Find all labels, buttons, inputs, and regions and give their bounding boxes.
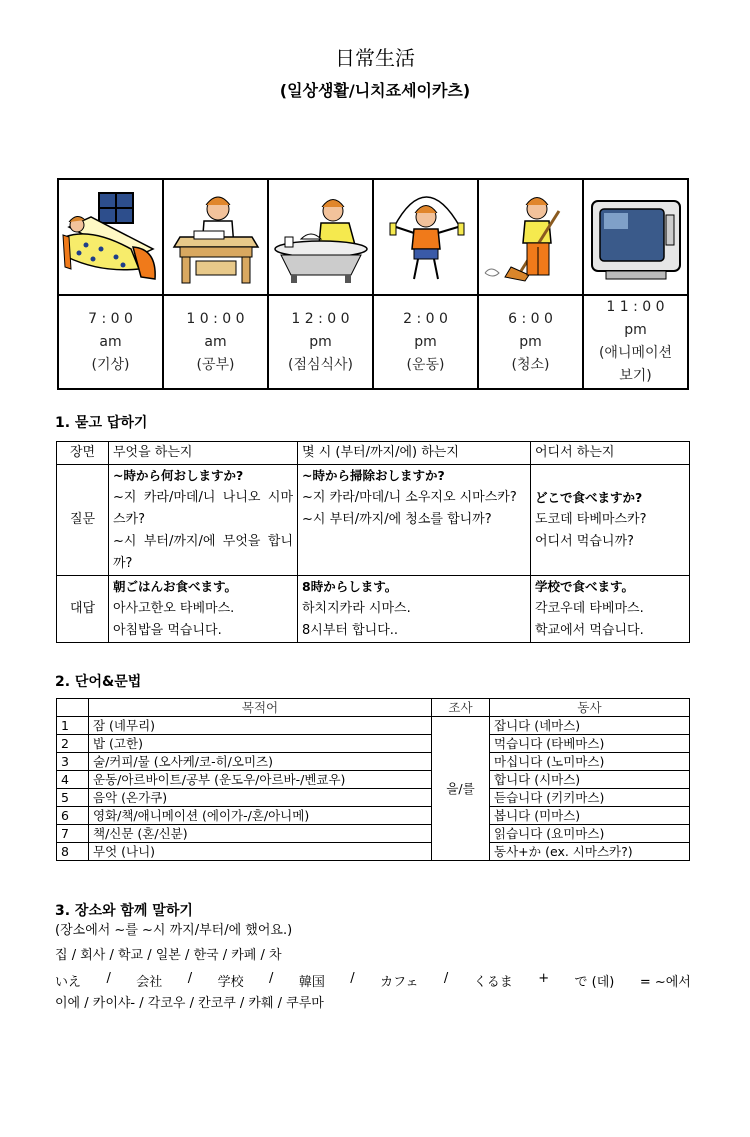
vocab-header-object: 목적어: [89, 699, 432, 717]
schedule-activity-line2: 보기): [619, 368, 652, 384]
qa-header-when: 몇 시 (부터/까지/에) 하는지: [298, 442, 531, 465]
section1-heading: 1. 묻고 답하기: [55, 415, 148, 431]
section3-heading: 3. 장소와 함께 말하기: [55, 903, 193, 919]
section3-places-korean: 집 / 회사 / 학교 / 일본 / 한국 / 카페 / 차: [55, 948, 282, 963]
schedule-time-cell: [478, 295, 583, 389]
schedule-picture-cell: [373, 179, 478, 295]
schedule-ampm: pm: [519, 333, 542, 350]
table-row: [57, 735, 690, 753]
schedule-time-cell: [373, 295, 478, 389]
place-jp: いえ: [55, 975, 82, 990]
question-korean: ~시 부터/까지/에 무엇을 합니까?: [113, 534, 293, 571]
schedule-time: 2 : 0 0: [403, 310, 448, 327]
answer-korean: 아침밥을 먹습니다.: [113, 623, 222, 638]
answer-reading: 아사고한오 타베마스.: [113, 601, 235, 616]
table-row: [57, 825, 690, 843]
question-when-cell: [298, 465, 531, 576]
separator: /: [350, 971, 355, 986]
daily-schedule-table: [57, 178, 689, 390]
separator: /: [106, 971, 111, 986]
answer-what-cell: [109, 576, 298, 643]
schedule-picture-cell: [268, 179, 373, 295]
row-verb: 봅니다 (미마스): [490, 807, 690, 825]
schedule-picture-cell: [58, 179, 163, 295]
question-reading: ~지 카라/마데/니 소우지오 시마스카?: [302, 490, 517, 505]
studying-at-desk-icon: [166, 187, 266, 287]
place-jp: 会社: [136, 975, 163, 990]
vocab-header-verb: 동사: [490, 699, 690, 717]
schedule-ampm: am: [204, 333, 227, 350]
sweeping-broom-icon: [481, 187, 581, 287]
television-icon: [586, 187, 686, 287]
answer-reading: 각코우데 타베마스.: [535, 601, 644, 616]
section3-places-reading: 이에 / 카이샤- / 각코우 / 칸코쿠 / 카훼 / 쿠루마: [55, 996, 324, 1011]
row-object: 밥 (고한): [89, 735, 432, 753]
schedule-ampm: pm: [624, 322, 647, 338]
vocab-header-number: [57, 699, 89, 717]
row-object: 잠 (네무리): [89, 717, 432, 735]
table-row: [57, 717, 690, 735]
question-what-cell: [109, 465, 298, 576]
schedule-activity: (기상): [91, 356, 130, 373]
schedule-activity: (점심식사): [287, 356, 354, 373]
row-number: 1: [57, 717, 89, 735]
schedule-activity: (애니메이션: [598, 345, 673, 361]
schedule-time-cell: [58, 295, 163, 389]
row-object: 술/커피/물 (오사케/코-히/오미즈): [89, 753, 432, 771]
schedule-picture-cell: [478, 179, 583, 295]
question-korean: ~시 부터/까지/에 청소를 합니까?: [302, 512, 492, 527]
particle-cell: 을/를: [432, 717, 490, 861]
answer-label: 대답: [57, 576, 109, 643]
table-row: [57, 807, 690, 825]
schedule-activity: (청소): [511, 356, 550, 373]
jump-rope-icon: [376, 187, 476, 287]
schedule-activity: (공부): [196, 356, 235, 373]
row-number: 6: [57, 807, 89, 825]
row-number: 7: [57, 825, 89, 843]
row-object: 책/신문 (혼/신분): [89, 825, 432, 843]
sleeping-in-bed-icon: [61, 187, 161, 287]
answer-korean: 학교에서 먹습니다.: [535, 623, 644, 638]
answer-korean: 8시부터 합니다..: [302, 623, 399, 638]
question-korean: 어디서 먹습니까?: [535, 534, 634, 549]
table-row: [57, 753, 690, 771]
row-number: 8: [57, 843, 89, 861]
place-jp: くるま: [473, 975, 513, 990]
schedule-time: 1 2 : 0 0: [291, 310, 350, 327]
row-number: 5: [57, 789, 89, 807]
schedule-activity: (운동): [406, 356, 445, 373]
table-row: [57, 789, 690, 807]
row-number: 4: [57, 771, 89, 789]
answer-jp: 朝ごはんお食べます。: [113, 579, 238, 594]
section2-heading: 2. 단어&문법: [55, 674, 142, 690]
question-label: 질문: [57, 465, 109, 576]
row-verb: 동사+か (ex. 시마스카?): [490, 843, 690, 861]
vocab-table: [56, 698, 690, 861]
section3-pattern: (장소에서 ~를 ~시 까지/부터/에 했어요.): [55, 923, 293, 938]
qa-header-scene: 장면: [57, 442, 109, 465]
qa-table: [56, 441, 690, 643]
eating-lunch-icon: [271, 187, 371, 287]
schedule-time: 7 : 0 0: [88, 310, 133, 327]
table-row: [57, 843, 690, 861]
place-jp: 韓国: [298, 975, 325, 990]
answer-jp: 8時からします。: [302, 579, 398, 594]
schedule-time: 6 : 0 0: [508, 310, 553, 327]
separator: /: [187, 971, 193, 986]
page-title: 日常生活: [335, 46, 415, 70]
particle-de: で (데): [574, 975, 615, 990]
section3-places-japanese: [55, 971, 691, 990]
schedule-picture-cell: [163, 179, 268, 295]
place-jp: 学校: [217, 975, 244, 990]
plus-sign: +: [538, 971, 550, 986]
qa-header-where: 어디서 하는지: [531, 442, 690, 465]
place-jp: カフェ: [380, 975, 419, 990]
row-verb: 듣습니다 (키키마스): [490, 789, 690, 807]
question-jp: ~時から掃除おしますか?: [302, 468, 445, 483]
schedule-ampm: am: [99, 333, 122, 350]
row-number: 2: [57, 735, 89, 753]
schedule-time: 1 0 : 0 0: [186, 310, 245, 327]
separator: /: [443, 971, 449, 986]
row-verb: 읽습니다 (요미마스): [490, 825, 690, 843]
row-verb: 마십니다 (노미마스): [490, 753, 690, 771]
question-reading: 도코데 타베마스카?: [535, 512, 647, 527]
row-object: 무엇 (나니): [89, 843, 432, 861]
table-row: [57, 771, 690, 789]
meaning-note: = ~에서: [639, 975, 691, 990]
schedule-picture-cell: [583, 179, 688, 295]
row-object: 음악 (온가쿠): [89, 789, 432, 807]
schedule-time-cell: [268, 295, 373, 389]
row-verb: 합니다 (시마스): [490, 771, 690, 789]
row-object: 영화/책/애니메이션 (에이가-/혼/아니메): [89, 807, 432, 825]
row-object: 운동/아르바이트/공부 (운도우/아르바-/벤쿄우): [89, 771, 432, 789]
separator: /: [269, 971, 274, 986]
question-reading: ~지 카라/마데/니 나니오 시마스카?: [113, 490, 293, 527]
page-subtitle: (일상생활/니치죠세이카츠): [279, 81, 471, 100]
schedule-time: 1 1 : 0 0: [606, 299, 665, 315]
row-verb: 잡니다 (네마스): [490, 717, 690, 735]
schedule-ampm: pm: [309, 333, 332, 350]
schedule-time-cell: [583, 295, 688, 389]
answer-jp: 学校で食べます。: [535, 579, 635, 594]
vocab-header-particle: 조사: [432, 699, 490, 717]
answer-where-cell: [531, 576, 690, 643]
row-verb: 먹습니다 (타베마스): [490, 735, 690, 753]
row-number: 3: [57, 753, 89, 771]
schedule-time-cell: [163, 295, 268, 389]
qa-header-what: 무엇을 하는지: [109, 442, 298, 465]
question-jp: どこで食べますか?: [535, 490, 643, 505]
schedule-ampm: pm: [414, 333, 437, 350]
question-jp: ~時から何おしますか?: [113, 468, 244, 483]
answer-when-cell: [298, 576, 531, 643]
answer-reading: 하치지카라 시마스.: [302, 601, 411, 616]
question-where-cell: [531, 465, 690, 576]
